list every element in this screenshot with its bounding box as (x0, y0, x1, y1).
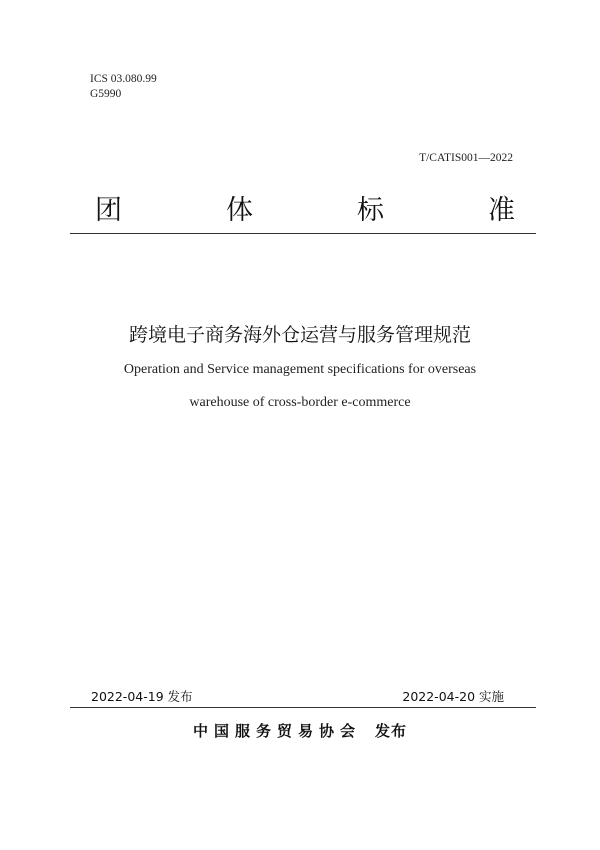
bottom-divider (70, 707, 536, 708)
standard-type-char: 标 (357, 195, 384, 226)
issue-date: 2022-04-19 发布 (91, 689, 193, 704)
standard-number: T/CATIS001—2022 (419, 152, 513, 164)
top-divider (70, 233, 536, 234)
standard-type-heading (95, 194, 515, 228)
ics-code: ICS 03.080.99 (90, 73, 157, 85)
classification-codes (90, 72, 157, 102)
publisher-organization: 中国服务贸易协会 (192, 722, 361, 740)
publisher-line (0, 721, 600, 741)
title-chinese: 跨境电子商务海外仓运营与服务管理规范 (128, 324, 471, 346)
implementation-date: 2022-04-20 实施 (402, 689, 504, 704)
title-english-line-2: warehouse of cross-border e-commerce (189, 395, 411, 410)
standard-type-char: 准 (488, 195, 515, 226)
publisher-action: 发布 (375, 722, 408, 740)
title-english-line-1: Operation and Service management specifications for overseas (123, 362, 477, 377)
ccs-code: G5990 (90, 88, 122, 100)
standard-type-char: 体 (226, 195, 253, 226)
standard-type-char: 团 (95, 195, 122, 226)
